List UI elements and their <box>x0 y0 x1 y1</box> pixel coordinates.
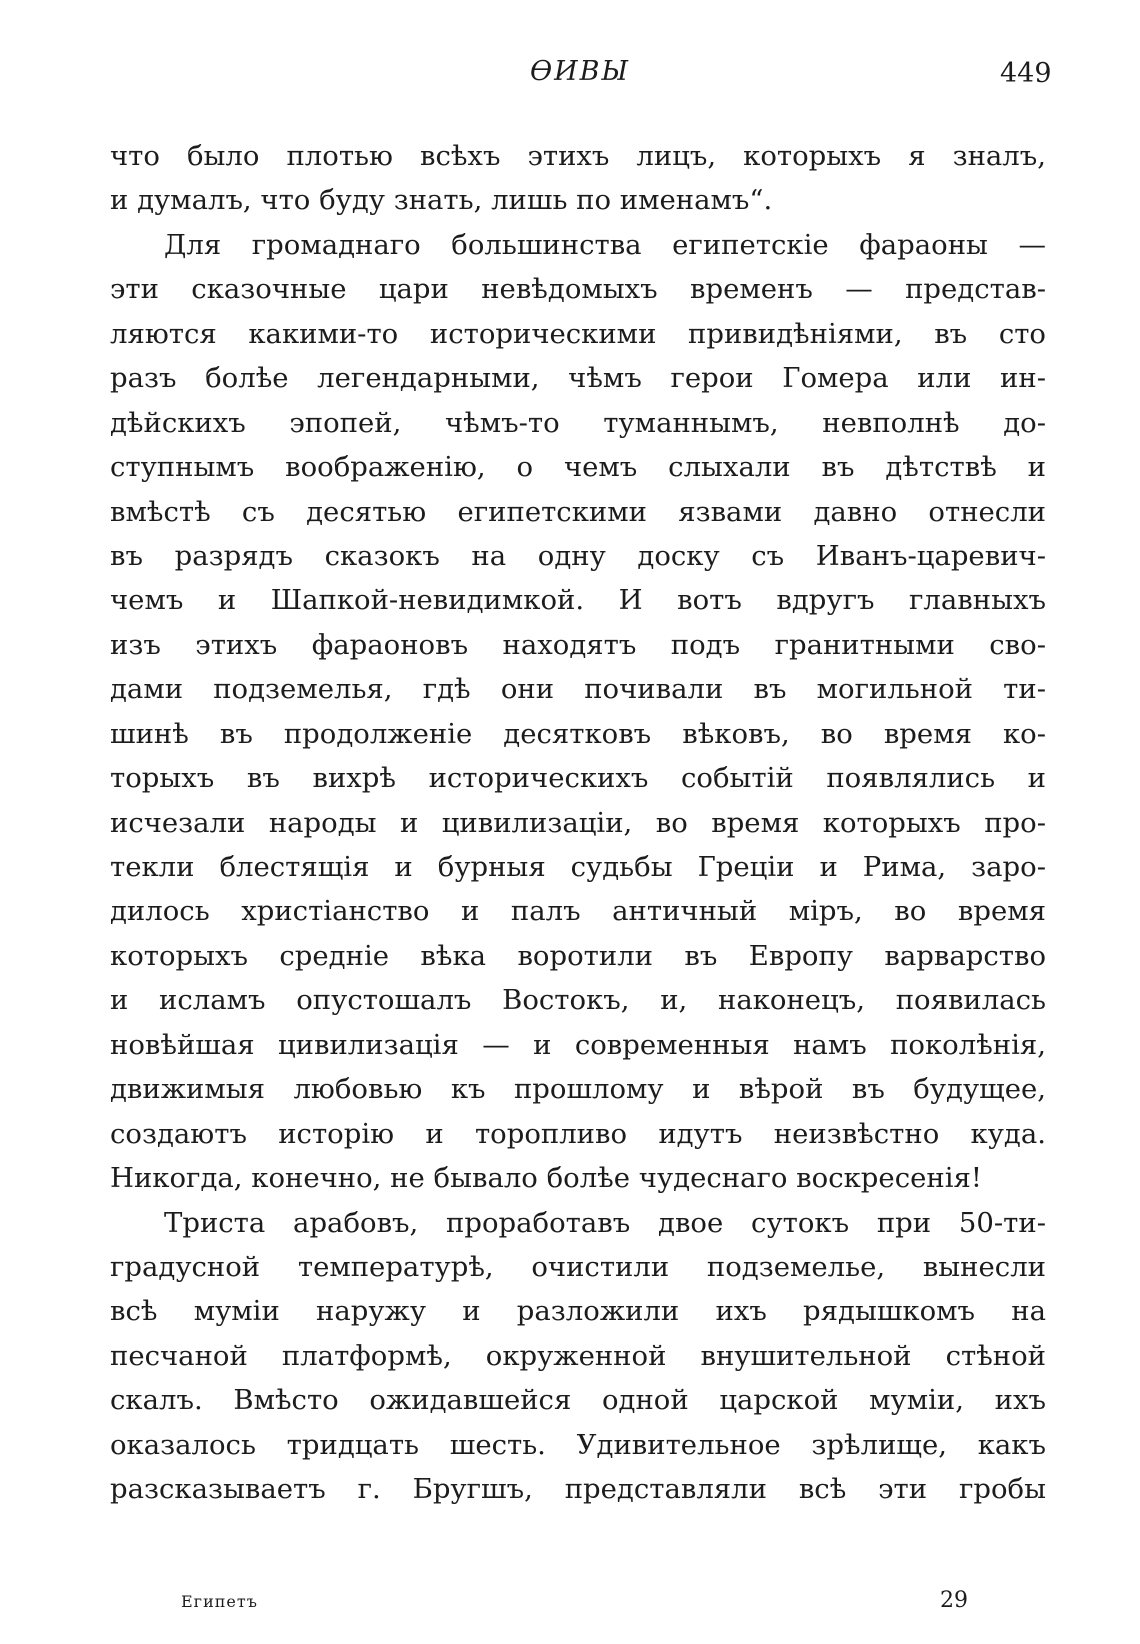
text-line: что было плотью всѣхъ этихъ лицъ, которыхъ я зналъ, <box>110 140 1046 172</box>
signature-mark: Египетъ <box>181 1592 258 1611</box>
text-line: движимыя любовью къ прошлому и вѣрой въ будущее, <box>110 1073 1046 1106</box>
text-line: и думалъ, что буду знать, лишь по именамъ“. <box>110 184 773 217</box>
text-line: градусной температурѣ, очистили подземелье, вынесли <box>110 1250 1046 1283</box>
text-line: шинѣ въ продолженіе десятковъ вѣковъ, во время ко- <box>110 717 1046 750</box>
text-line: текли блестящія и бурныя судьбы Греціи и Рима, заро- <box>110 851 1046 883</box>
body-text <box>110 134 1046 1512</box>
text-line: ступнымъ воображенію, о чемъ слыхали въ дѣтствѣ и <box>110 451 1046 484</box>
text-line: разъ болѣе легендарными, чѣмъ герои Гомера или ин- <box>110 362 1046 395</box>
text-line: оказалось тридцать шесть. Удивительное зрѣлище, какъ <box>110 1428 1046 1461</box>
text-line: дилось христіанство и палъ античный міръ, во время <box>110 895 1046 928</box>
text-line: изъ этихъ фараоновъ находятъ подъ гранитными сво- <box>110 628 1046 661</box>
page-footer <box>0 1588 1140 1618</box>
text-line: вмѣстѣ съ десятью египетскими язвами давно отнесли <box>110 495 1046 528</box>
text-line: скалъ. Вмѣсто ожидавшейся одной царской муміи, ихъ <box>110 1384 1046 1417</box>
text-line: Для громаднаго большинства египетскіе фараоны — <box>164 228 1046 261</box>
running-title: ѲИВЫ <box>530 56 631 87</box>
running-head <box>0 56 1140 96</box>
text-line: исчезали народы и цивилизаціи, во время которыхъ про- <box>110 806 1046 839</box>
text-line: которыхъ средніе вѣка воротили въ Европу варварство <box>110 939 1046 972</box>
text-line: ляются какими-то историческими привидѣніями, въ сто <box>110 317 1046 350</box>
text-line: въ разрядъ сказокъ на одну доску съ Иванъ-царевич- <box>110 539 1046 572</box>
text-line: создаютъ исторію и торопливо идутъ неизвѣстно куда. <box>110 1117 1046 1150</box>
text-line: торыхъ въ вихрѣ историческихъ событій появлялись и <box>110 762 1046 795</box>
text-line: чемъ и Шапкой-невидимкой. И вотъ вдругъ главныхъ <box>110 584 1046 617</box>
text-line: новѣйшая цивилизація — и современныя намъ поколѣнія, <box>110 1028 1046 1061</box>
sheet-number: 29 <box>940 1588 968 1613</box>
text-line: дѣйскихъ эпопей, чѣмъ-то туманнымъ, невполнѣ до- <box>110 406 1046 439</box>
text-line: разсказываетъ г. Бругшъ, представляли всѣ эти гробы <box>110 1473 1046 1506</box>
text-line: Никогда, конечно, не бывало болѣе чудеснаго воскресенія! <box>110 1162 982 1195</box>
page-number: 449 <box>1000 58 1052 89</box>
text-line: песчаной платформѣ, окруженной внушительной стѣной <box>110 1339 1046 1372</box>
text-line: эти сказочные цари невѣдомыхъ временъ — представ- <box>110 273 1046 306</box>
text-line: Триста арабовъ, проработавъ двое сутокъ при 50-ти- <box>164 1206 1046 1239</box>
text-line: всѣ муміи наружу и разложили ихъ рядышкомъ на <box>110 1295 1046 1328</box>
text-line: и исламъ опустошалъ Востокъ, и, наконецъ, появилась <box>110 984 1046 1017</box>
text-line: дами подземелья, гдѣ они почивали въ могильной ти- <box>110 673 1046 706</box>
